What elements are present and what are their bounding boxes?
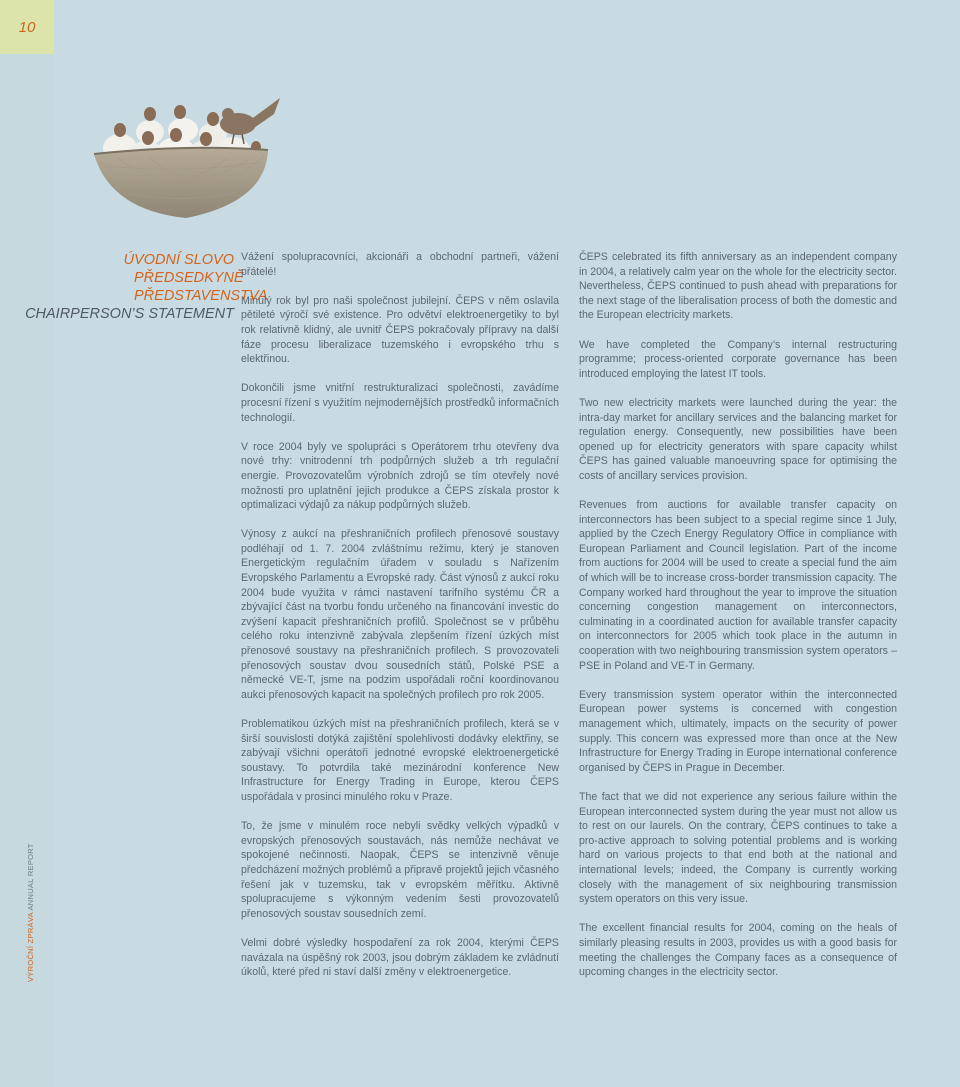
section-title [25,251,268,323]
en-paragraph: The excellent financial results for 2004, coming on the heals of similarly pleasing results in 2003, provides us with a good basis for meeting the challenges the Company faces as a consequence of upcoming changes in the electricity sector. [579,922,897,979]
english-column [579,250,897,994]
side-label-en: ANNUAL REPORT [26,843,35,911]
en-paragraph: ČEPS celebrated its fifth anniversary as an independent company in 2004, a relatively calm year on the whole for the electricity sector. Nevertheless, ČEPS continued to push ahead with preparations for the next stage of the liberalisation process of both the domestic and the European electricity markets. [579,251,897,322]
en-paragraph: Revenues from auctions for available transfer capacity on interconnectors has been subject to a special regime since 1 July, applied by the Czech Energy Regulatory Office in compliance with European Parliament and Council legislation. Part of the income from auctions for 2004 will be used to create a special fund the aim of which will be to increase cross-border transmission capacity. The Company worked hard throughout the year to improve the situation concerning congestion management on interconnectors, culminating in a coordinated auction for available transfer capacity on interconnectors for 2005 which took place in the autumn in cooperation with two neighbouring transmission system operators – PSE in Poland and VE-T in Germany. [579,499,897,672]
en-paragraph: Every transmission system operator within the interconnected European power systems is concerned with congestion management which, ultimately, impacts on the security of power supply. This concern was expressed more than once at the New Infrastructure for Energy Trading in Europe international conference organised by ČEPS in Prague in December. [579,688,897,774]
side-label-cz: VÝROČNÍ ZPRÁVA [26,912,35,982]
cz-paragraph: Problematikou úzkých míst na přeshraničních profilech, která se v širší souvislosti dotýká zajištění spolehlivosti dodávky elektřiny, se zabývají všichni operátoři jednotné evropské elektroenergetické soustavy. To potvrdila také mezinárodní konference New Infrastructure for Energy Trading in Europe, kterou ČEPS uspořádala v prosinci minulého roku v Praze. [241,718,559,803]
cz-paragraph: Dokončili jsme vnitřní restrukturalizaci společnosti, zavádíme procesní řízení s využitím nejmodernějších prostředků informačních technologií. [241,382,559,424]
cz-paragraph: To, že jsme v minulém roce nebyli svědky velkých výpadků v evropských přenosových soustavách, nás nemůže nechávat ve spokojené nečinnosti. Naopak, ČEPS se intenzivně věnuje předcházení možných problémů a připravě projektů jejich včasného řešení jak v tuzemsku, tak v evropském měřítku. Aktivně spolupracujeme s výkonným vedením šesti provozovatelů přenosových soustav sousedních zemí. [241,820,559,920]
czech-column [241,250,559,994]
bird-nest-illustration [88,92,288,222]
en-paragraph: We have completed the Company’s internal restructuring programme; process-oriented corporate governance has been introduced employing the latest IT tools. [579,338,897,380]
cz-paragraph: Vážení spolupracovníci, akcionáři a obchodní partneři, vážení přátelé! [241,251,559,278]
title-line-cz-2: PŘEDSEDKYNĚ PŘEDSTAVENSTVA [134,270,268,304]
cz-paragraph: Výnosy z aukcí na přeshraničních profilech přenosové soustavy podléhají od 1. 7. 2004 zvláštnímu režimu, který je stanoven Energetickým regulačním úřadem v souladu s Nařízením Evropského Parlamentu a Evropské rady. Část výnosů z aukcí roku 2004 bude využita v rámci nastavení tarifního systému ČR a zbývající část na tvorbu fondu určeného na financování investic do zvýšení kapacit přeshraničních profilů. Společnost se v průběhu celého roku intenzivně zabývala zlepšením řízení úzkých míst přenosové soustavy na přeshraničních profilech. S provozovateli přenosových soustav dvou sousedních států, Polské PSE a německé VE-T, jsme na podzim uspořádali roční koordinovanou aukci přenosových kapacit na společných profilech pro rok 2005. [241,528,559,701]
cz-paragraph: Minulý rok byl pro naši společnost jubilejní. ČEPS v něm oslavila pětileté výročí své existence. Pro odvětví elektroenergetiky to byl rok relativně klidný, ale uvnitř ČEPS pokračovaly přípravy na další fáze procesu liberalizace tuzemského i evropského trhu s elektřinou. [241,294,559,366]
title-line-cz-1: ÚVODNÍ SLOVO [123,252,234,268]
page-number: 10 [0,0,54,54]
cz-paragraph: V roce 2004 byly ve spolupráci s Operátorem trhu otevřeny dva nové trhy: vnitrodenní trh podpůrných služeb a trh regulační energie. Provozovatelům výrobních zdrojů se tím otevřely nové možnosti pro uplatnění jejich produkce a ČEPS získala prostor k optimalizaci výdajů za nákup podpůrných služeb. [241,440,559,512]
title-line-en: CHAIRPERSON’S STATEMENT [25,306,234,322]
en-paragraph: The fact that we did not experience any serious failure within the European interconnected system during the year must not allow us to rest on our laurels. On the contrary, ČEPS continues to take a pro-active approach to solving potential problems and is working hard on various projects to that end both at the national and international levels; indeed, the Company is currently working closely with the management of six neighbouring transmission system operators on this very issue. [579,790,897,906]
cz-paragraph: Velmi dobré výsledky hospodaření za rok 2004, kterými ČEPS navázala na úspěšný rok 2003, jsou dobrým základem ke zvládnutí úkolů, které před ni staví další změny v elektroenergetice. [241,936,559,979]
en-paragraph: Two new electricity markets were launched during the year: the intra-day market for ancillary services and the balancing market for regulation energy. Consequently, new possibilities have been opened up for electricity generators with spare capacity whilst ČEPS has gained valuable manoeuvring space for optimising the costs of ancillary services provision. [579,396,897,482]
side-running-label [26,843,35,982]
